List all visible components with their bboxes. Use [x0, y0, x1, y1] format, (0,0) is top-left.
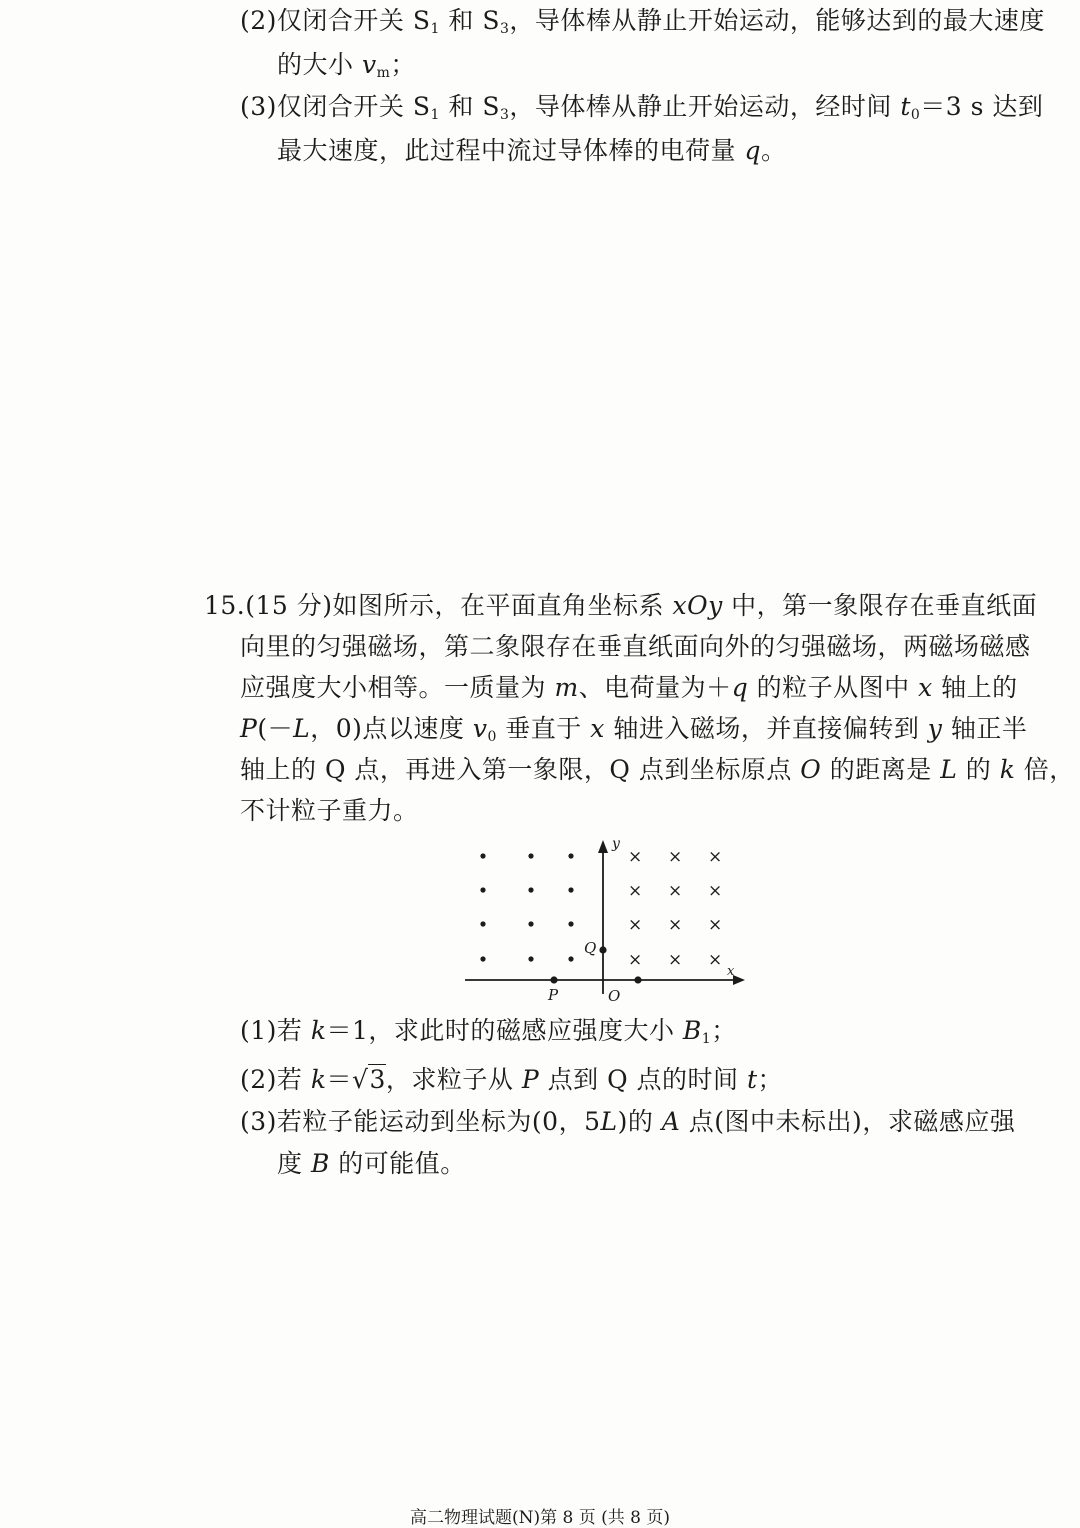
field-dot	[568, 887, 573, 892]
field-cross: ×	[708, 881, 723, 901]
field-cross: ×	[628, 881, 643, 901]
field-cross: ×	[628, 915, 643, 935]
sqrt-radicand: 3	[369, 1065, 386, 1094]
field-dot	[528, 956, 533, 961]
point-x-axis	[634, 976, 641, 983]
q15-line1: 15.(15 分)如图所示，在平面直角坐标系 xOy 中，第一象限存在垂直纸面	[204, 591, 1038, 620]
field-dot	[528, 887, 533, 892]
field-cross: ×	[668, 950, 683, 970]
magnetic-field-diagram	[455, 832, 755, 1012]
label-O: O	[608, 987, 621, 1005]
field-cross: ×	[708, 915, 723, 935]
field-dot	[480, 887, 485, 892]
field-cross: ×	[628, 950, 643, 970]
prev-q2-line2: 的大小 $v_m$；	[277, 50, 416, 81]
field-dot	[568, 956, 573, 961]
field-cross: ×	[708, 847, 723, 867]
page-footer: 高二物理试题(N)第 8 页 (共 8 页)	[409, 1508, 671, 1528]
q15-line3: 应强度大小相等。一质量为 m、电荷量为＋q 的粒子从图中 x 轴上的	[240, 673, 1018, 702]
q15-line6: 不计粒子重力。	[240, 796, 419, 825]
field-cross: ×	[628, 847, 643, 867]
q15-line5: 轴上的 Q 点，再进入第一象限，Q 点到坐标原点 O 的距离是 L 的 k 倍，	[240, 755, 1075, 784]
field-dot	[528, 853, 533, 858]
field-cross: ×	[668, 915, 683, 935]
x-axis-arrow	[733, 975, 745, 985]
field-dot	[568, 921, 573, 926]
field-dot	[528, 921, 533, 926]
sqrt-symbol: √	[352, 1065, 369, 1094]
prev-q3-line1: (3)仅闭合开关 $S_1$ 和 $S_3$，导体棒从静止开始运动，经时间 $t_0=3$ s 达到	[240, 92, 1044, 123]
q15-sub1: (1)若 k＝1，求此时的磁感应强度大小 $B_1$；	[240, 1016, 737, 1047]
q15-sub3-line2: 度 B 的可能值。	[277, 1149, 466, 1178]
field-dot	[480, 956, 485, 961]
field-cross: ×	[708, 950, 723, 970]
field-cross: ×	[668, 847, 683, 867]
q15-sub3-line1: (3)若粒子能运动到坐标为(0，5L)的 A 点(图中未标出)，求磁感应强	[240, 1107, 1016, 1136]
point-Q	[599, 946, 606, 953]
q15-line2: 向里的匀强磁场，第二象限存在垂直纸面向外的匀强磁场，两磁场磁感	[240, 632, 1031, 661]
y-axis-arrow	[598, 840, 608, 853]
field-cross: ×	[668, 881, 683, 901]
field-dot	[480, 853, 485, 858]
q15-sub2: (2)若 k＝√3，求粒子从 P 点到 Q 点的时间 t；	[240, 1065, 784, 1094]
q15-line4: P(－L，0)点以速度 $v_0$ 垂直于 x 轴进入磁场，并直接偏转到 y 轴正半	[240, 714, 1028, 745]
prev-q3-line2: 最大速度，此过程中流过导体棒的电荷量 q。	[277, 136, 787, 165]
field-dot	[480, 921, 485, 926]
label-P: P	[548, 986, 559, 1004]
point-P	[550, 976, 557, 983]
prev-q2-line1: (2)仅闭合开关 $S_1$ 和 $S_3$，导体棒从静止开始运动，能够达到的最大速度	[240, 6, 1045, 37]
label-x: x	[727, 964, 735, 979]
label-y: y	[612, 836, 620, 852]
label-Q: Q	[584, 939, 597, 957]
field-dots	[480, 853, 573, 961]
field-crosses	[628, 847, 722, 970]
field-dot	[568, 853, 573, 858]
